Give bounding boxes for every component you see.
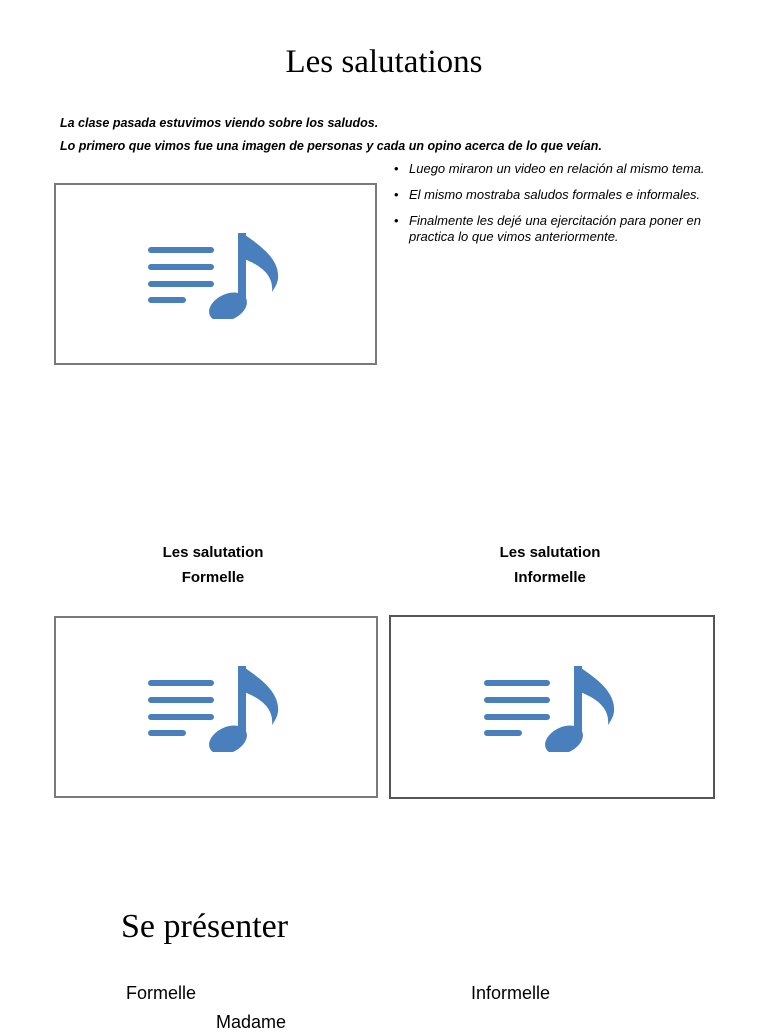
intro-line-2: Lo primero que vimos fue una imagen de personas y cada un opino acerca de lo que veían. bbox=[60, 139, 602, 153]
section-heading: Se présenter bbox=[121, 908, 289, 945]
audio-note-icon bbox=[148, 662, 284, 752]
bullet-glyph: • bbox=[394, 187, 399, 202]
column-heading-line: Les salutation bbox=[162, 544, 264, 561]
column-heading-informal bbox=[450, 540, 650, 590]
column-label-informal: Informelle bbox=[471, 983, 551, 1003]
column-heading-line: Informelle bbox=[514, 569, 586, 586]
bullet-list bbox=[394, 161, 724, 255]
bullet-glyph: • bbox=[394, 161, 399, 176]
audio-note-icon bbox=[148, 229, 284, 319]
audio-embed[interactable] bbox=[389, 615, 715, 799]
audio-embed[interactable] bbox=[54, 616, 378, 798]
column-heading-line: Les salutation bbox=[499, 544, 601, 561]
bullet-item bbox=[394, 161, 724, 177]
bullet-item bbox=[394, 187, 724, 203]
bullet-glyph: • bbox=[394, 213, 399, 228]
bullet-item bbox=[394, 213, 724, 245]
column-heading-formal bbox=[113, 540, 313, 590]
audio-embed[interactable] bbox=[54, 183, 377, 365]
page-title: Les salutations bbox=[285, 44, 483, 80]
column-label-formal: Formelle bbox=[126, 983, 197, 1003]
audio-note-icon bbox=[484, 662, 620, 752]
intro-line-1: La clase pasada estuvimos viendo sobre los saludos. bbox=[60, 116, 379, 130]
column-heading-line: Formelle bbox=[181, 569, 245, 586]
bullet-text: Luego miraron un video en relación al mismo tema. bbox=[409, 161, 705, 176]
partial-text-line: Madame bbox=[216, 1012, 287, 1032]
bullet-text: Finalmente les dejé una ejercitación para poner en practica lo que vimos anteriormente. bbox=[409, 213, 701, 244]
bullet-text: El mismo mostraba saludos formales e informales. bbox=[409, 187, 701, 202]
